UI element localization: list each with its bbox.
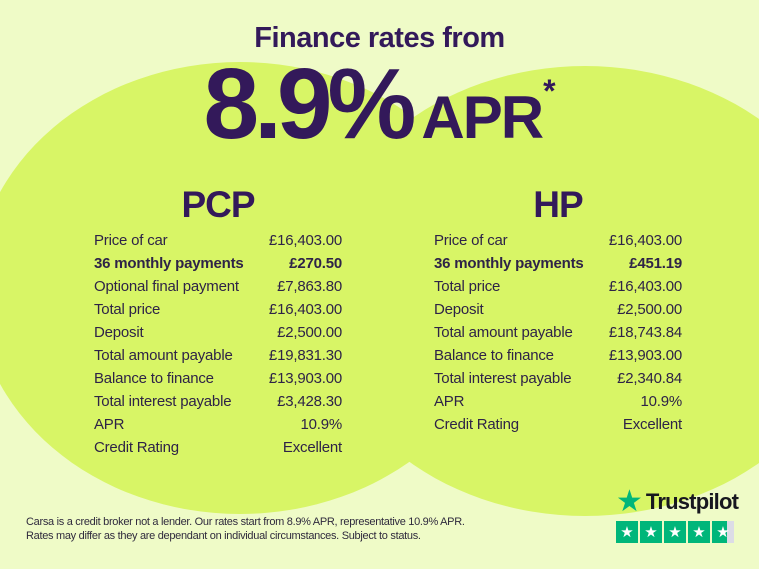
- row-value: £19,831.30: [268, 347, 342, 364]
- rating-star-box: [640, 521, 662, 543]
- table-row: [434, 370, 682, 393]
- row-value: 10.9%: [640, 393, 682, 410]
- table-row: [94, 324, 342, 347]
- row-value: £2,500.00: [277, 324, 342, 341]
- row-label: Price of car: [434, 232, 508, 249]
- table-row: [94, 393, 342, 416]
- row-value: £2,340.84: [617, 370, 682, 387]
- rating-star-box: [616, 521, 638, 543]
- row-value: £2,500.00: [617, 301, 682, 318]
- table-row: [434, 324, 682, 347]
- row-label: Total amount payable: [434, 324, 573, 341]
- table-row: [94, 370, 342, 393]
- table-row: [94, 416, 342, 439]
- row-value: £16,403.00: [268, 301, 342, 318]
- row-value: £16,403.00: [608, 278, 682, 295]
- pcp-table: [94, 232, 342, 462]
- table-row: [94, 232, 342, 255]
- row-value: 10.9%: [300, 416, 342, 433]
- table-row: [434, 278, 682, 301]
- table-row: [434, 393, 682, 416]
- star-icon: ★: [620, 523, 634, 541]
- pcp-heading: PCP: [181, 184, 255, 225]
- row-label: Price of car: [94, 232, 168, 249]
- star-icon: ★: [644, 523, 658, 541]
- row-label: APR: [434, 393, 465, 410]
- table-row: [434, 301, 682, 324]
- hp-table: [434, 232, 682, 439]
- row-value: £16,403.00: [608, 232, 682, 249]
- banner-title: Finance rates from: [254, 22, 505, 54]
- rate-value: 8.9%: [203, 48, 412, 160]
- row-label: 36 monthly payments: [434, 255, 584, 272]
- row-value: Excellent: [282, 439, 342, 456]
- table-row: [94, 278, 342, 301]
- row-value: £13,903.00: [268, 370, 342, 387]
- row-value: £451.19: [629, 255, 682, 272]
- rate-unit: APR: [421, 84, 543, 151]
- table-row: [94, 301, 342, 324]
- row-label: Balance to finance: [434, 347, 554, 364]
- row-label: Credit Rating: [434, 416, 519, 433]
- disclaimer-line-2: Rates may differ as they are dependant on individual circumstances. Subject to status.: [26, 529, 421, 542]
- trustpilot-wordmark: Trustpilot: [645, 489, 739, 514]
- table-row: [434, 255, 682, 278]
- row-value: £18,743.84: [608, 324, 682, 341]
- row-value: £7,863.80: [277, 278, 342, 295]
- row-label: Credit Rating: [94, 439, 179, 456]
- table-row: [94, 347, 342, 370]
- row-label: Deposit: [94, 324, 144, 341]
- star-icon: ★: [716, 523, 730, 541]
- disclaimer: [26, 516, 465, 543]
- pcp-section: [94, 186, 342, 462]
- headline-rate: [0, 48, 759, 160]
- table-row: [434, 347, 682, 370]
- row-label: APR: [94, 416, 125, 433]
- row-label: Optional final payment: [94, 278, 239, 295]
- disclaimer-line-1: Carsa is a credit broker not a lender. Our rates start from 8.9% APR, representative 10.9% APR.: [26, 516, 465, 528]
- row-value: £270.50: [289, 255, 342, 272]
- table-row: [94, 255, 342, 278]
- trustpilot-rating-stars: [616, 521, 738, 543]
- rating-star-box: [664, 521, 686, 543]
- row-value: Excellent: [622, 416, 682, 433]
- row-label: Balance to finance: [94, 370, 214, 387]
- row-label: Total interest payable: [94, 393, 232, 410]
- rating-star-box-partial: [712, 521, 734, 543]
- row-value: £13,903.00: [608, 347, 682, 364]
- row-label: Total price: [94, 301, 161, 318]
- table-row: [434, 232, 682, 255]
- row-label: Total amount payable: [94, 347, 233, 364]
- row-label: Total price: [434, 278, 501, 295]
- table-row: [434, 416, 682, 439]
- trustpilot-logo: [616, 485, 739, 518]
- row-label: Deposit: [434, 301, 484, 318]
- star-icon: ★: [668, 523, 682, 541]
- star-icon: ★: [692, 523, 706, 541]
- trustpilot-star-icon: ★: [616, 485, 643, 518]
- row-value: £16,403.00: [268, 232, 342, 249]
- rating-star-box: [688, 521, 710, 543]
- hp-heading: HP: [533, 184, 583, 225]
- hp-section: [434, 186, 682, 439]
- row-label: 36 monthly payments: [94, 255, 244, 272]
- row-label: Total interest payable: [434, 370, 572, 387]
- row-value: £3,428.30: [277, 393, 342, 410]
- rate-asterisk: *: [543, 73, 556, 109]
- table-row: [94, 439, 342, 462]
- trustpilot-widget: [616, 485, 739, 543]
